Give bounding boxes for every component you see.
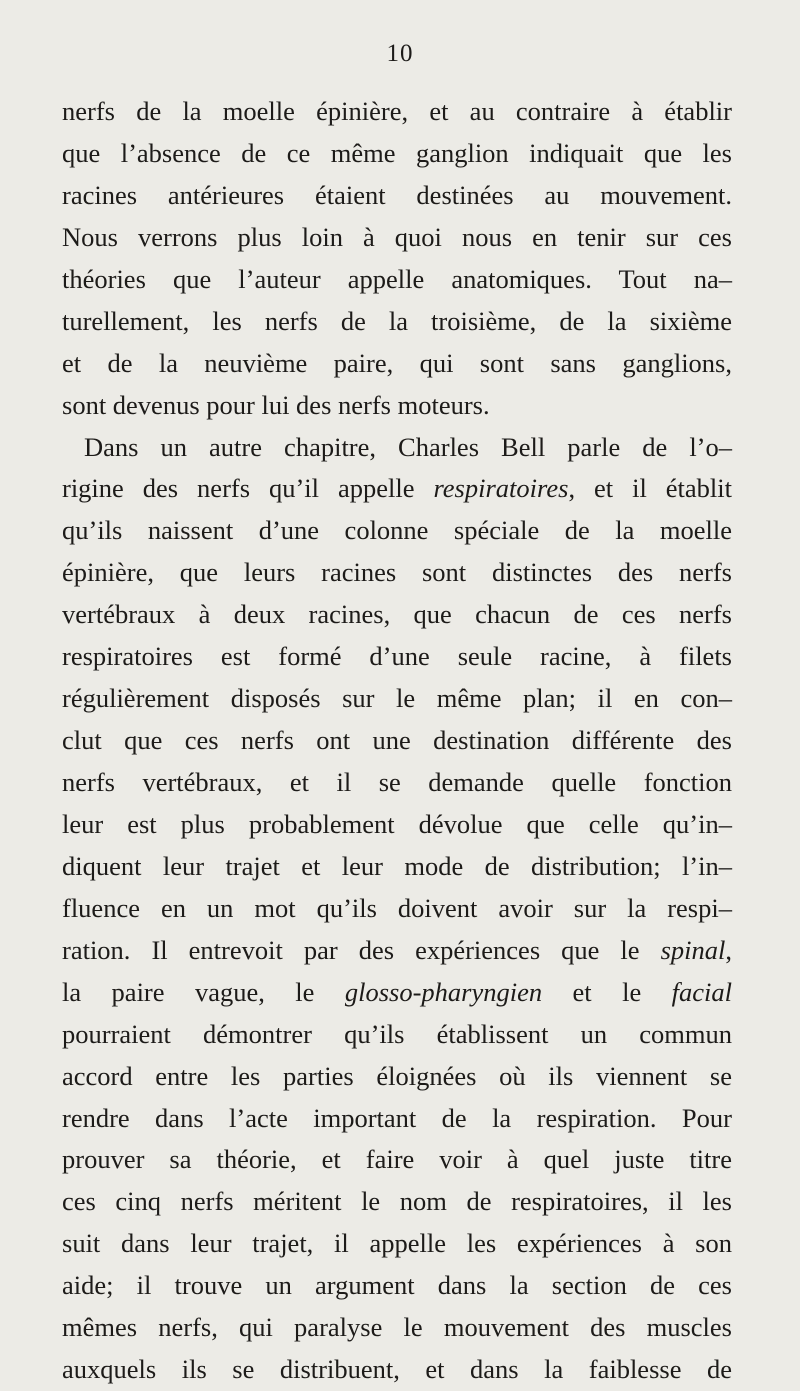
- text-line: [62, 594, 732, 636]
- text-line: [62, 1056, 732, 1098]
- text-segment: , et il établit: [568, 473, 733, 504]
- text-line: [62, 1181, 732, 1223]
- text-segment: leur est plus probablement dévolue que celle qu’in–: [62, 808, 732, 839]
- text-line: [62, 1014, 732, 1056]
- text-line: [62, 1098, 732, 1140]
- text-segment: rigine des nerfs qu’il appelle: [62, 473, 434, 504]
- text-segment: et de la neuvième paire, qui sont sans ganglions,: [62, 347, 732, 378]
- text-segment: mêmes nerfs, qui paralyse le mouvement des muscles: [62, 1312, 732, 1343]
- text-line: [62, 762, 732, 804]
- italic-term: respiratoires: [433, 473, 569, 504]
- text-line: [62, 552, 732, 594]
- body-text: [62, 91, 732, 1391]
- text-segment: fluence en un mot qu’ils doivent avoir sur la respi–: [62, 892, 732, 923]
- text-segment: théories que l’auteur appelle anatomiques. Tout na–: [62, 263, 732, 294]
- text-line: [62, 259, 732, 301]
- text-line: [62, 804, 732, 846]
- text-line: [62, 1349, 732, 1391]
- italic-term: glosso-pharyngien: [344, 976, 543, 1007]
- italic-term: facial: [671, 976, 733, 1007]
- page-number: 10: [386, 40, 414, 67]
- text-segment: épinière, que leurs racines sont distinctes des nerfs: [62, 557, 732, 588]
- text-line: [62, 1265, 732, 1307]
- text-line: [62, 930, 732, 972]
- text-line: [62, 217, 732, 259]
- text-segment: Dans un autre chapitre, Charles Bell parle de l’o–: [84, 431, 732, 462]
- text-line: [62, 972, 732, 1014]
- text-segment: qu’ils naissent d’une colonne spéciale de la moelle: [62, 515, 732, 546]
- text-line: [62, 1223, 732, 1265]
- text-segment: diquent leur trajet et leur mode de distribution; l’in–: [62, 850, 732, 881]
- text-segment: rendre dans l’acte important de la respiration. Pour: [62, 1102, 732, 1133]
- text-segment: la paire vague, le: [62, 976, 345, 1007]
- text-segment: ration. Il entrevoit par des expériences que le: [62, 934, 661, 965]
- text-line: [62, 510, 732, 552]
- text-segment: ces cinq nerfs méritent le nom de respiratoires, il les: [62, 1186, 732, 1217]
- text-line: [62, 720, 732, 762]
- text-segment: aide; il trouve un argument dans la section de ces: [62, 1270, 732, 1301]
- text-line: [62, 636, 732, 678]
- text-line: [62, 175, 732, 217]
- text-line: [62, 888, 732, 930]
- text-segment: régulièrement disposés sur le même plan; il en con–: [62, 683, 732, 714]
- text-segment: clut que ces nerfs ont une destination différente des: [62, 725, 732, 756]
- text-segment: nerfs de la moelle épinière, et au contraire à établir: [62, 96, 732, 126]
- text-line: [62, 468, 732, 510]
- text-line: [62, 343, 732, 385]
- text-segment: turellement, les nerfs de la troisième, de la sixième: [62, 305, 732, 336]
- text-line: [62, 427, 732, 469]
- text-segment: Nous verrons plus loin à quoi nous en tenir sur ces: [62, 221, 732, 252]
- text-line: [62, 1307, 732, 1349]
- text-segment: et le: [542, 976, 672, 1007]
- text-segment: respiratoires est formé d’une seule racine, à filets: [62, 641, 732, 672]
- text-segment: auxquels ils se distribuent, et dans la faiblesse de: [62, 1354, 732, 1385]
- text-segment: accord entre les parties éloignées où ils viennent se: [62, 1060, 732, 1091]
- text-line: [62, 91, 732, 133]
- text-segment: vertébraux à deux racines, que chacun de ces nerfs: [62, 599, 732, 630]
- text-line: [62, 846, 732, 888]
- text-segment: suit dans leur trajet, il appelle les expériences à son: [62, 1228, 732, 1259]
- text-segment: sont devenus pour lui des nerfs moteurs.: [62, 389, 490, 420]
- text-line: [62, 301, 732, 343]
- text-line: [62, 385, 732, 427]
- text-segment: racines antérieures étaient destinées au mouvement.: [62, 179, 732, 210]
- text-line: [62, 1139, 732, 1181]
- text-segment: ,: [725, 934, 732, 965]
- italic-term: spinal: [660, 934, 726, 965]
- text-segment: pourraient démontrer qu’ils établissent un commun: [62, 1018, 732, 1049]
- text-segment: prouver sa théorie, et faire voir à quel juste titre: [62, 1144, 732, 1175]
- text-segment: nerfs vertébraux, et il se demande quelle fonction: [62, 767, 732, 797]
- text-segment: que l’absence de ce même ganglion indiquait que les: [62, 137, 732, 168]
- text-line: [62, 133, 732, 175]
- text-line: [62, 678, 732, 720]
